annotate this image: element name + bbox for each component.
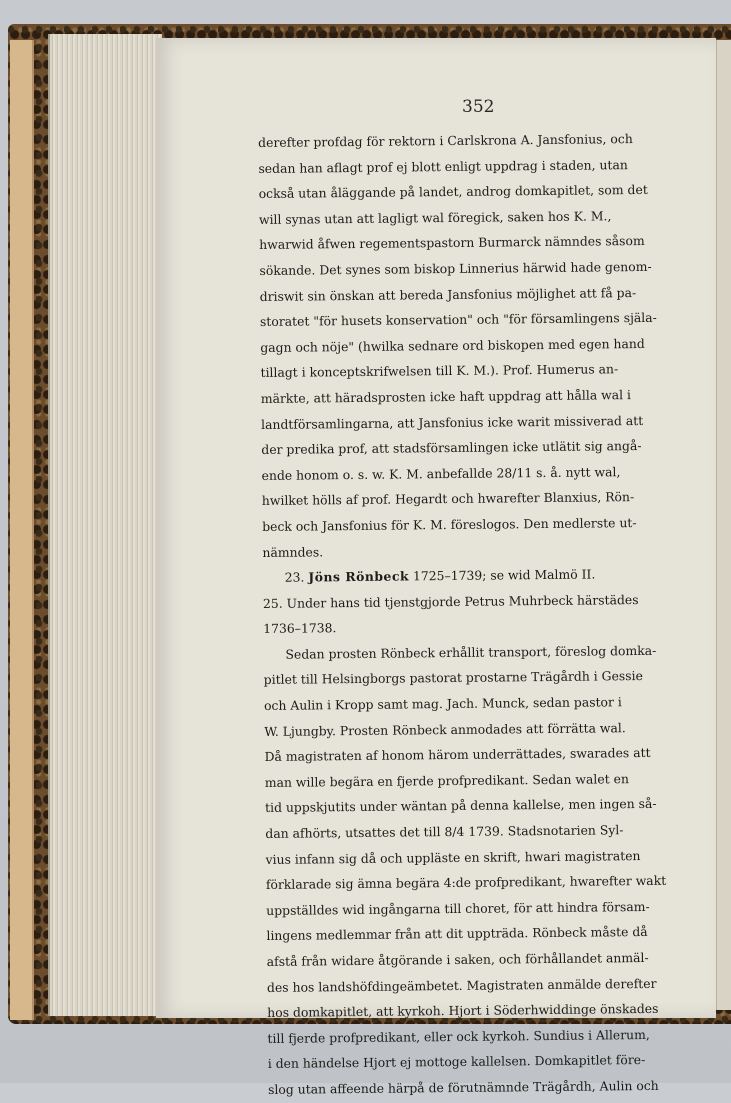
heading-number: 23. bbox=[284, 569, 305, 585]
text-line: märkte, att häradsprosten icke haft uppdrag att hålla wal i bbox=[260, 387, 632, 406]
text-line: hwilket hölls af prof. Hegardt och hwarefter Blanxius, Rön- bbox=[261, 489, 635, 509]
page-number: 352 bbox=[462, 97, 495, 117]
text-line: hos domkapitlet, att kyrkoh. Hjort i Söderhwiddinge önskades bbox=[267, 1001, 659, 1021]
page-text bbox=[258, 125, 708, 1102]
text-line: dan afhörts, utsattes det till 8/4 1739. Stadsnotarien Syl- bbox=[265, 822, 624, 841]
text-line: W. Ljungby. Prosten Rönbeck anmodades att förrätta wal. bbox=[264, 719, 626, 739]
text-line: driswit sin önskan att bereda Jansfonius möjlighet att få pa- bbox=[259, 284, 637, 304]
text-line: också utan åläggande på landet, androg domkapitlet, som det bbox=[258, 182, 648, 202]
text-line: der predika prof, att stadsförsamlingen icke utlätit sig angå- bbox=[261, 438, 642, 458]
text-line: Då magistraten af honom härom underrättades, swarades att bbox=[264, 745, 651, 765]
paragraph-start: Sedan prosten Rönbeck erhållit transport, föreslog domka- bbox=[285, 642, 657, 662]
text-line: man wille begära en fjerde profpredikant. Sedan walet en bbox=[264, 770, 629, 790]
cover-spine-edge bbox=[10, 40, 34, 1020]
text-line: till fjerde profpredikant, eller ock kyrkoh. Sundius i Allerum, bbox=[267, 1026, 650, 1046]
text-line: lingens medlemmar från att dit uppträda. Rönbeck måste då bbox=[266, 924, 648, 944]
text-line: vius infann sig då och uppläste en skrift, hwari magistraten bbox=[265, 847, 641, 867]
text-line: gagn och nöje" (hwilka sednare ord biskopen med egen hand bbox=[260, 335, 645, 355]
text-line: 1736–1738. bbox=[263, 620, 337, 637]
text-line: des hos landshöfdingeämbetet. Magistraten anmälde derefter bbox=[266, 975, 657, 995]
text-line: och Aulin i Kropp samt mag. Jach. Munck, sedan pastor i bbox=[263, 694, 622, 714]
text-line: sedan han aflagt prof ej blott enligt uppdrag i staden, utan bbox=[258, 156, 628, 176]
text-line: tillagt i konceptskrifwelsen till K. M.). Prof. Humerus an- bbox=[260, 361, 619, 381]
text-line: beck och Jansfonius för K. M. föreslogos. Den medlerste ut- bbox=[262, 514, 637, 534]
text-line: i den händelse Hjort ej mottoge kallelsen. Domkapitlet före- bbox=[267, 1052, 646, 1072]
text-line: 25. Under hans tid tjenstgjorde Petrus Muhrbeck härstädes bbox=[262, 591, 639, 611]
text-line: slog utan affeende härpå de förutnämnde Trägårdh, Aulin och bbox=[267, 1077, 659, 1097]
text-line: will synas utan att lagligt wal föregick, saken hos K. M., bbox=[258, 208, 612, 227]
heading-name: Jöns Rönbeck bbox=[308, 568, 410, 585]
text-line: derefter profdag för rektorn i Carlskrona A. Jansfonius, och bbox=[258, 131, 633, 150]
text-line: ende honom o. s. w. K. M. anbefallde 28/11 s. å. nytt wal, bbox=[261, 463, 621, 483]
text-line: tid uppskjutits under wäntan på denna kallelse, men ingen så- bbox=[265, 796, 657, 816]
right-page-edge bbox=[716, 40, 731, 1010]
text-line: afstå från widare åtgörande i saken, och förhållandet anmäl- bbox=[266, 949, 649, 969]
left-page-stack bbox=[48, 34, 162, 1016]
text-line: storatet "för husets konservation" och "för församlingens själa- bbox=[259, 309, 657, 330]
heading-rest: 1725–1739; se wid Malmö II. bbox=[412, 566, 596, 584]
text-line: förklarade sig ämna begära 4:de profpredikant, hwarefter wakt bbox=[265, 872, 667, 893]
text-line: nämndes. bbox=[262, 543, 324, 560]
text-line: uppställdes wid ingångarna till choret, för att hindra försam- bbox=[266, 898, 650, 918]
text-line: landtförsamlingarna, att Jansfonius icke warit missiverad att bbox=[261, 412, 644, 432]
text-line: sökande. Det synes som biskop Linnerius härwid hade genom- bbox=[259, 258, 652, 278]
text-line: hwarwid åfwen regementspastorn Burmarck nämndes såsom bbox=[259, 233, 645, 253]
text-line: pitlet till Helsingborgs pastorat prostarne Trägårdh i Gessie bbox=[263, 668, 643, 688]
